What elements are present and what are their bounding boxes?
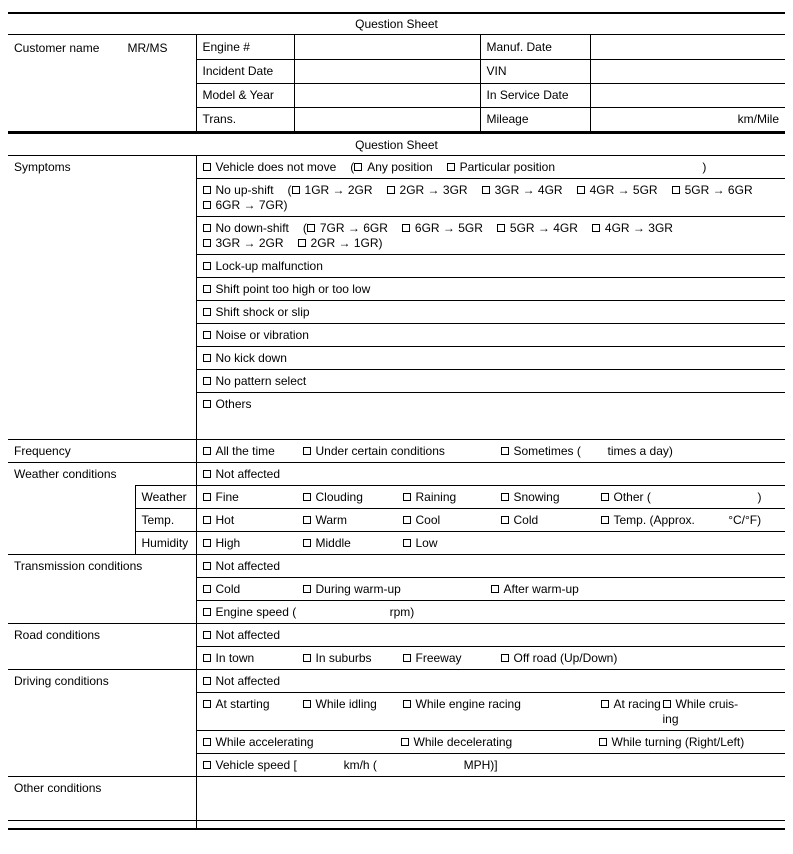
checkbox-icon[interactable]: [501, 447, 509, 455]
customer-name-cell: [8, 35, 196, 131]
form-option: [203, 674, 281, 689]
option-label: While accelerating: [215, 735, 314, 749]
table-row: [8, 624, 785, 647]
form-option: [203, 236, 284, 251]
customer-name-label: Customer name: [14, 41, 100, 55]
checkbox-icon[interactable]: [292, 186, 300, 194]
form-option: [203, 697, 303, 712]
form-option: [203, 160, 337, 175]
form-option: [203, 374, 307, 389]
option-label: 3GR → 4GR: [494, 183, 563, 197]
option-label: While decelerating: [413, 735, 513, 749]
checkbox-icon[interactable]: [403, 493, 411, 501]
option-label: Not affected: [215, 559, 280, 573]
form-option: [663, 697, 741, 727]
checkbox-icon[interactable]: [403, 700, 411, 708]
option-label: 4GR → 5GR: [589, 183, 658, 197]
option-label: No kick down: [215, 351, 287, 365]
checkbox-icon[interactable]: [303, 700, 311, 708]
checkbox-icon[interactable]: [303, 654, 311, 662]
checkbox-icon[interactable]: [401, 738, 409, 746]
checkbox-icon[interactable]: [403, 654, 411, 662]
checkbox-icon[interactable]: [203, 516, 211, 524]
form-option: [203, 513, 303, 528]
form-option: [203, 651, 303, 666]
options-cell: [196, 670, 785, 693]
checkbox-icon[interactable]: [203, 654, 211, 662]
group-label: Frequency: [8, 440, 196, 463]
option-label: Freeway: [415, 651, 462, 665]
sub-label: Weather: [135, 486, 196, 509]
form-option: [203, 305, 310, 320]
option-label: Cold: [215, 582, 241, 596]
table-row: [8, 821, 785, 829]
options-cell: [196, 324, 785, 347]
form-option: [303, 444, 501, 459]
sub-label: [135, 463, 196, 486]
checkbox-icon[interactable]: [403, 539, 411, 547]
checkbox-icon[interactable]: [601, 493, 609, 501]
checkbox-icon[interactable]: [497, 224, 505, 232]
option-label: 7GR → 6GR: [319, 221, 388, 235]
form-option: [501, 490, 601, 505]
table-row: [8, 440, 785, 463]
option-label: 5GR → 6GR: [684, 183, 753, 197]
option-label: Fine: [215, 490, 239, 504]
checkbox-icon[interactable]: [203, 186, 211, 194]
field-label-mileage: Mileage: [480, 107, 590, 131]
option-label: Particular position: [459, 160, 556, 174]
checkbox-icon[interactable]: [482, 186, 490, 194]
sub-label: Humidity: [135, 532, 196, 555]
form-option: [501, 444, 673, 459]
option-label: Other ( ): [613, 490, 762, 504]
option-label: 4GR → 3GR: [604, 221, 673, 235]
option-label: After warm-up: [503, 582, 579, 596]
option-label: Engine speed ( rpm): [215, 605, 415, 619]
bottom-rule: [8, 828, 785, 830]
checkbox-icon[interactable]: [447, 163, 455, 171]
option-label: Shift point too high or too low: [215, 282, 371, 296]
checkbox-icon[interactable]: [203, 354, 211, 362]
form-option: [303, 513, 403, 528]
form-option: [403, 697, 601, 712]
form-option: [601, 513, 762, 528]
field-label-in-service-date: In Service Date: [480, 83, 590, 107]
checkbox-icon[interactable]: [203, 239, 211, 247]
form-option: [203, 605, 415, 620]
option-label: During warm-up: [315, 582, 401, 596]
option-label: Warm: [315, 513, 348, 527]
options-cell: [196, 393, 785, 440]
checkbox-icon[interactable]: [203, 377, 211, 385]
options-cell: [196, 278, 785, 301]
option-label: High: [215, 536, 241, 550]
checkbox-icon[interactable]: [298, 239, 306, 247]
field-label-trans: Trans.: [196, 107, 294, 131]
options-cell: [196, 156, 785, 179]
checkbox-icon[interactable]: [203, 400, 211, 408]
option-label: While engine racing: [415, 697, 521, 711]
option-prefix: (: [287, 183, 292, 197]
form-option: [482, 183, 563, 198]
field-label-manuf-date: Manuf. Date: [480, 35, 590, 59]
checkbox-icon[interactable]: [577, 186, 585, 194]
checkbox-icon[interactable]: [203, 331, 211, 339]
options-cell: [196, 777, 785, 821]
sheet-title-2: Question Sheet: [355, 138, 438, 152]
option-label: Sometimes ( times a day): [513, 444, 673, 458]
checkbox-icon[interactable]: [203, 608, 211, 616]
option-label: No down-shift: [215, 221, 289, 235]
group-label: Other conditions: [8, 777, 196, 821]
form-option: [577, 183, 658, 198]
option-label: Not affected: [215, 628, 280, 642]
form-option: [203, 282, 371, 297]
option-label: Temp. (Approx. °C/°F): [613, 513, 762, 527]
option-label: Cool: [415, 513, 441, 527]
checkbox-icon[interactable]: [601, 700, 609, 708]
form-option: [303, 221, 388, 236]
option-label: Low: [415, 536, 438, 550]
form-option: [387, 183, 468, 198]
form-option: [203, 559, 281, 574]
option-label: Raining: [415, 490, 457, 504]
option-label: 1GR → 2GR: [304, 183, 373, 197]
checkbox-icon[interactable]: [501, 516, 509, 524]
checkbox-icon[interactable]: [387, 186, 395, 194]
question-sheet-page: [8, 12, 785, 830]
checkbox-icon[interactable]: [491, 585, 499, 593]
checkbox-icon[interactable]: [663, 700, 671, 708]
option-label: Vehicle speed [ km/h ( MPH)]: [215, 758, 498, 772]
options-cell: [196, 217, 785, 255]
checkbox-icon[interactable]: [203, 201, 211, 209]
form-option: [599, 735, 745, 750]
form-option: [203, 536, 303, 551]
header-table: [8, 35, 785, 131]
checkbox-icon[interactable]: [203, 470, 211, 478]
table-row: [8, 156, 785, 179]
group-label: [8, 821, 196, 829]
checkbox-icon[interactable]: [354, 163, 362, 171]
options-cell: [196, 601, 785, 624]
group-label: Road conditions: [8, 624, 196, 670]
options-cell: [196, 347, 785, 370]
field-label-engine-number: Engine #: [196, 35, 294, 59]
option-label: Noise or vibration: [215, 328, 309, 342]
option-label: While turning (Right/Left): [611, 735, 745, 749]
field-value-manuf-date[interactable]: [590, 35, 785, 59]
form-option: [501, 651, 618, 666]
field-value-engine-number[interactable]: [294, 35, 480, 59]
options-cell: [196, 754, 785, 777]
option-prefix: (: [302, 221, 307, 235]
field-value-trans[interactable]: [294, 107, 480, 131]
field-label-vin: VIN: [480, 59, 590, 83]
option-label: No up-shift: [215, 183, 274, 197]
checkbox-icon[interactable]: [203, 493, 211, 501]
field-value-vin[interactable]: [590, 59, 785, 83]
checkbox-icon[interactable]: [203, 262, 211, 270]
form-option: [288, 183, 373, 198]
checkbox-icon[interactable]: [203, 224, 211, 232]
checkbox-icon[interactable]: [203, 738, 211, 746]
option-label: Others: [215, 397, 252, 411]
form-option: [601, 697, 663, 712]
option-label: While cruis-ing: [662, 697, 739, 726]
option-prefix: (: [350, 160, 355, 174]
checkbox-icon[interactable]: [501, 493, 509, 501]
option-label: 6GR → 7GR): [215, 198, 288, 212]
group-label: Weather conditions: [8, 463, 135, 555]
option-label: Clouding: [315, 490, 363, 504]
option-label: Off road (Up/Down): [513, 651, 618, 665]
form-option: [203, 351, 287, 366]
option-label: 5GR → 4GR: [509, 221, 578, 235]
checkbox-icon[interactable]: [599, 738, 607, 746]
checkbox-icon[interactable]: [592, 224, 600, 232]
checkbox-icon[interactable]: [303, 493, 311, 501]
checkbox-icon[interactable]: [203, 700, 211, 708]
form-option: [592, 221, 673, 236]
form-option: [303, 582, 491, 597]
checkbox-icon[interactable]: [303, 516, 311, 524]
option-label: Shift shock or slip: [215, 305, 310, 319]
option-label: Not affected: [215, 674, 280, 688]
form-option: [203, 198, 288, 213]
option-label: In suburbs: [315, 651, 372, 665]
options-cell: [196, 509, 785, 532]
checkbox-icon[interactable]: [203, 163, 211, 171]
option-label: Cold: [513, 513, 539, 527]
form-option: [203, 628, 281, 643]
header-row: [8, 35, 785, 59]
option-label: At starting: [215, 697, 270, 711]
options-cell: [196, 555, 785, 578]
table-row: [8, 555, 785, 578]
checkbox-icon[interactable]: [203, 562, 211, 570]
checkbox-icon[interactable]: [203, 761, 211, 769]
form-option: [501, 513, 601, 528]
option-label: At racing: [613, 697, 661, 711]
form-option: [203, 328, 309, 343]
table-row: [8, 670, 785, 693]
options-cell: [196, 301, 785, 324]
form-option: [203, 183, 274, 198]
options-cell: [196, 821, 785, 829]
option-label: 6GR → 5GR: [414, 221, 483, 235]
form-option: [203, 490, 303, 505]
option-label: Hot: [215, 513, 235, 527]
form-option: [303, 536, 403, 551]
options-cell: [196, 463, 785, 486]
form-option: [491, 582, 579, 597]
form-option: [303, 651, 403, 666]
table-row: [8, 777, 785, 821]
field-label-model-year: Model & Year: [196, 83, 294, 107]
option-label: All the time: [215, 444, 275, 458]
checkbox-icon[interactable]: [601, 516, 609, 524]
checkbox-icon[interactable]: [203, 631, 211, 639]
field-label-incident-date: Incident Date: [196, 59, 294, 83]
form-option: [403, 490, 501, 505]
checkbox-icon[interactable]: [203, 447, 211, 455]
checkbox-icon[interactable]: [403, 516, 411, 524]
form-option: [403, 513, 501, 528]
form-option: [298, 236, 383, 251]
options-cell: [196, 486, 785, 509]
option-label: In town: [215, 651, 255, 665]
option-label: Snowing: [513, 490, 560, 504]
options-cell: [196, 255, 785, 278]
option-label: Under certain conditions: [315, 444, 445, 458]
field-value-model-year[interactable]: [294, 83, 480, 107]
group-label: Transmission conditions: [8, 555, 196, 624]
field-value-incident-date[interactable]: [294, 59, 480, 83]
options-cell: [196, 370, 785, 393]
main-table: [8, 155, 785, 828]
customer-name-value: MR/MS: [127, 41, 168, 55]
field-value-in-service-date[interactable]: [590, 83, 785, 107]
form-option: [403, 536, 438, 551]
option-label: Vehicle does not move: [215, 160, 337, 174]
form-option: [203, 259, 323, 274]
option-label: No pattern select: [215, 374, 307, 388]
options-cell: [196, 693, 785, 731]
option-label: 2GR → 1GR): [310, 236, 383, 250]
sub-label: Temp.: [135, 509, 196, 532]
form-option: [402, 221, 483, 236]
checkbox-icon[interactable]: [203, 308, 211, 316]
options-cell: [196, 647, 785, 670]
option-label: 2GR → 3GR: [399, 183, 468, 197]
form-option: [303, 490, 403, 505]
checkbox-icon[interactable]: [203, 285, 211, 293]
options-cell: [196, 624, 785, 647]
options-cell: [196, 179, 785, 217]
options-cell: [196, 532, 785, 555]
form-option: [203, 758, 498, 773]
options-cell: [196, 440, 785, 463]
form-option: [497, 221, 578, 236]
form-option: [203, 397, 252, 412]
option-label: Middle: [315, 536, 351, 550]
form-option: [401, 735, 599, 750]
form-option: [569, 160, 706, 175]
form-option: [350, 160, 432, 175]
checkbox-icon[interactable]: [203, 585, 211, 593]
form-option: [203, 221, 289, 236]
checkbox-icon[interactable]: [501, 654, 509, 662]
checkbox-icon[interactable]: [203, 539, 211, 547]
group-label: Driving conditions: [8, 670, 196, 777]
field-value-mileage-unit: km/Mile: [737, 112, 779, 127]
main-table-body: [8, 156, 785, 829]
options-cell: [196, 731, 785, 754]
form-option: [672, 183, 753, 198]
table-row: [8, 463, 785, 486]
checkbox-icon[interactable]: [303, 585, 311, 593]
option-label: 3GR → 2GR: [215, 236, 284, 250]
checkbox-icon[interactable]: [672, 186, 680, 194]
form-option: [403, 651, 501, 666]
group-label: Symptoms: [8, 156, 196, 440]
checkbox-icon[interactable]: [307, 224, 315, 232]
options-cell: [196, 578, 785, 601]
form-option: [601, 490, 762, 505]
form-option: [203, 444, 303, 459]
form-option: [203, 582, 303, 597]
option-label: Not affected: [215, 467, 280, 481]
sheet-title: Question Sheet: [8, 12, 785, 35]
option-label: Any position: [367, 160, 433, 174]
form-option: [447, 160, 555, 175]
form-option: [303, 697, 403, 712]
form-option: [203, 467, 281, 482]
option-label: While idling: [315, 697, 377, 711]
option-label: ): [569, 160, 707, 174]
form-option: [203, 735, 401, 750]
option-label: Lock-up malfunction: [215, 259, 323, 273]
checkbox-icon[interactable]: [303, 539, 311, 547]
checkbox-icon[interactable]: [203, 677, 211, 685]
checkbox-icon[interactable]: [303, 447, 311, 455]
checkbox-icon[interactable]: [402, 224, 410, 232]
